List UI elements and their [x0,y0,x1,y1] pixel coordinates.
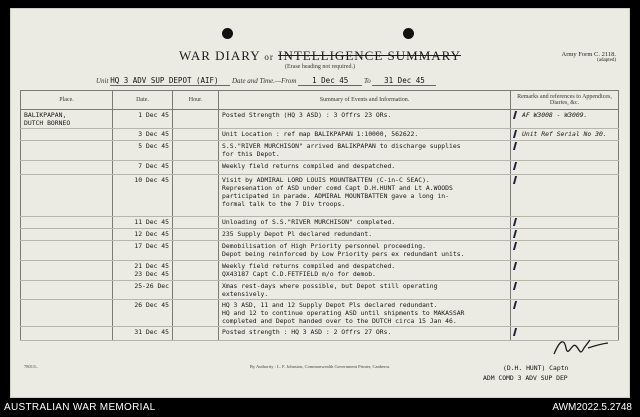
table-row [21,161,619,175]
summary-cell: Unit Location : ref map BALIKPAPAN 1:10000, 562622. [219,129,511,141]
date-cell: 5 Dec 45 [113,141,173,161]
form-title [10,48,630,64]
place-cell [21,175,113,217]
to-value: 31 Dec 45 [372,76,436,86]
summary-cell: Posted Strength (HQ 3 ASD) : 3 Offrs 23 ORs. [219,110,511,129]
summary-cell: Weekly field returns compiled and despatched. QX43187 Capt C.D.FETFIELD m/o for demob. [219,261,511,281]
initial-tick-mark [513,282,521,290]
date-cell: 1 Dec 45 [113,110,173,129]
table-row [21,241,619,261]
to-label: To [363,77,371,85]
handwritten-signature [550,334,610,362]
date-cell: 11 Dec 45 [113,217,173,229]
summary-cell: 235 Supply Depot Pl declared redundant. [219,229,511,241]
date-cell: 10 Dec 45 [113,175,173,217]
army-form-number [562,51,616,63]
place-cell [21,300,113,327]
form-subtitle: (Erase heading not required.) [285,64,355,70]
remarks-cell [511,175,619,217]
column-header-place: Place. [21,91,113,110]
remarks-cell [511,229,619,241]
title-struck: INTELLIGENCE SUMMARY [278,48,461,63]
hour-cell [173,129,219,141]
archive-caption: AUSTRALIAN WAR MEMORIAL [4,402,156,413]
title-or: or [264,52,274,62]
place-cell [21,129,113,141]
table-row [21,175,619,217]
place-cell: BALIKPAPAN, DUTCH BORNEO [21,110,113,129]
table-row [21,327,619,341]
hour-cell [173,300,219,327]
initial-tick-mark [513,111,521,119]
initial-tick-mark [513,328,521,336]
remarks-cell [511,217,619,229]
diary-table [20,90,619,341]
summary-cell: Unloading of S.S."RIVER MURCHISON" completed. [219,217,511,229]
unit-line [96,76,436,86]
date-cell: 12 Dec 45 [113,229,173,241]
initial-tick-mark [513,230,521,238]
date-cell: 25-26 Dec [113,281,173,300]
hour-cell [173,141,219,161]
column-header-remarks: Remarks and references to Appendices, Diaries, &c. [511,91,619,110]
table-row [21,261,619,281]
date-label: Date and Time.—From [231,77,297,85]
place-cell [21,327,113,341]
column-header-summary: Summary of Events and Information. [219,91,511,110]
place-cell [21,161,113,175]
printer-authority: By Authority : L. F. Johnston, Commonwealth Government Printer, Canberra. [249,364,391,369]
place-cell [21,281,113,300]
remarks-cell [511,110,619,129]
remarks-cell [511,161,619,175]
hour-cell [173,327,219,341]
remarks-text: AF W3008 - W3009. [522,111,588,119]
remarks-cell [511,281,619,300]
initial-tick-mark [513,142,521,150]
hour-cell [173,241,219,261]
hour-cell [173,161,219,175]
summary-cell: Xmas rest-days where possible, but Depot still operating extensively. [219,281,511,300]
hour-cell [173,175,219,217]
archive-id: AWM2022.5.2748 [552,402,632,413]
remarks-cell [511,241,619,261]
summary-cell: Weekly field returns compiled and despatched. [219,161,511,175]
initial-tick-mark [513,262,521,270]
signatory-name: (D.H. HUNT) Captn [503,364,569,372]
unit-label: Unit [96,77,109,85]
title-war-diary: WAR DIARY [179,48,261,63]
form-code: 7801/L. [24,364,39,369]
summary-cell: Posted strength : HQ 3 ASD : 2 Offrs 27 ORs. [219,327,511,341]
initial-tick-mark [513,130,521,138]
table-row [21,217,619,229]
punch-hole [403,28,414,39]
initial-tick-mark [513,242,521,250]
punch-hole [222,28,233,39]
summary-cell: Visit by ADMIRAL LORD LOUIS MOUNTBATTEN (C-in-C SEAC). Represenation of ASD under comd Capt D.H.HUNT and Lt A.WOODS participated in parade. ADMIRAL MOUNTBATTEN gave a long in- formal talk to the 7 Div troops. [219,175,511,217]
initial-tick-mark [513,162,521,170]
war-diary-page [10,8,630,398]
place-cell [21,141,113,161]
table-row [21,300,619,327]
table-row [21,281,619,300]
signatory-role: ADM COMD 3 ADV SUP DEP [483,374,568,382]
date-cell: 21 Dec 45 23 Dec 45 [113,261,173,281]
table-row [21,110,619,129]
remarks-cell [511,129,619,141]
initial-tick-mark [513,301,521,309]
hour-cell [173,110,219,129]
place-cell [21,261,113,281]
place-cell [21,241,113,261]
remarks-cell [511,141,619,161]
date-cell: 7 Dec 45 [113,161,173,175]
date-cell: 31 Dec 45 [113,327,173,341]
table-row [21,229,619,241]
hour-cell [173,261,219,281]
hour-cell [173,217,219,229]
table-header-row [21,91,619,110]
from-value: 1 Dec 45 [298,76,362,86]
remarks-cell [511,300,619,327]
remarks-cell [511,261,619,281]
summary-cell: Demobilisation of High Priority personnel proceeding. Depot being reinforced by Low Priority pers ex redundant units. [219,241,511,261]
table-row [21,129,619,141]
summary-cell: HQ 3 ASD, 11 and 12 Supply Depot Pls declared redundant. HQ and 12 to continue operating ASD until shipments to MAKASSAR completed and Depot handed over to the DUTCH circa 15 Jan 46. [219,300,511,327]
column-header-hour: Hour. [173,91,219,110]
hour-cell [173,229,219,241]
table-row [21,141,619,161]
place-cell [21,229,113,241]
place-cell [21,217,113,229]
army-form-label: Army Form C. 2118. [561,51,616,58]
initial-tick-mark [513,176,521,184]
date-cell: 3 Dec 45 [113,129,173,141]
army-form-adapted: (adapted) [597,58,616,63]
unit-value: HQ 3 ADV SUP DEPOT (AIF) [110,76,230,86]
column-header-date: Date. [113,91,173,110]
initial-tick-mark [513,218,521,226]
date-cell: 26 Dec 45 [113,300,173,327]
remarks-text: Unit Ref Serial No 30. [522,130,607,138]
summary-cell: S.S."RIVER MURCHISON" arrived BALIKPAPAN to discharge supplies for this Depot. [219,141,511,161]
date-cell: 17 Dec 45 [113,241,173,261]
hour-cell [173,281,219,300]
